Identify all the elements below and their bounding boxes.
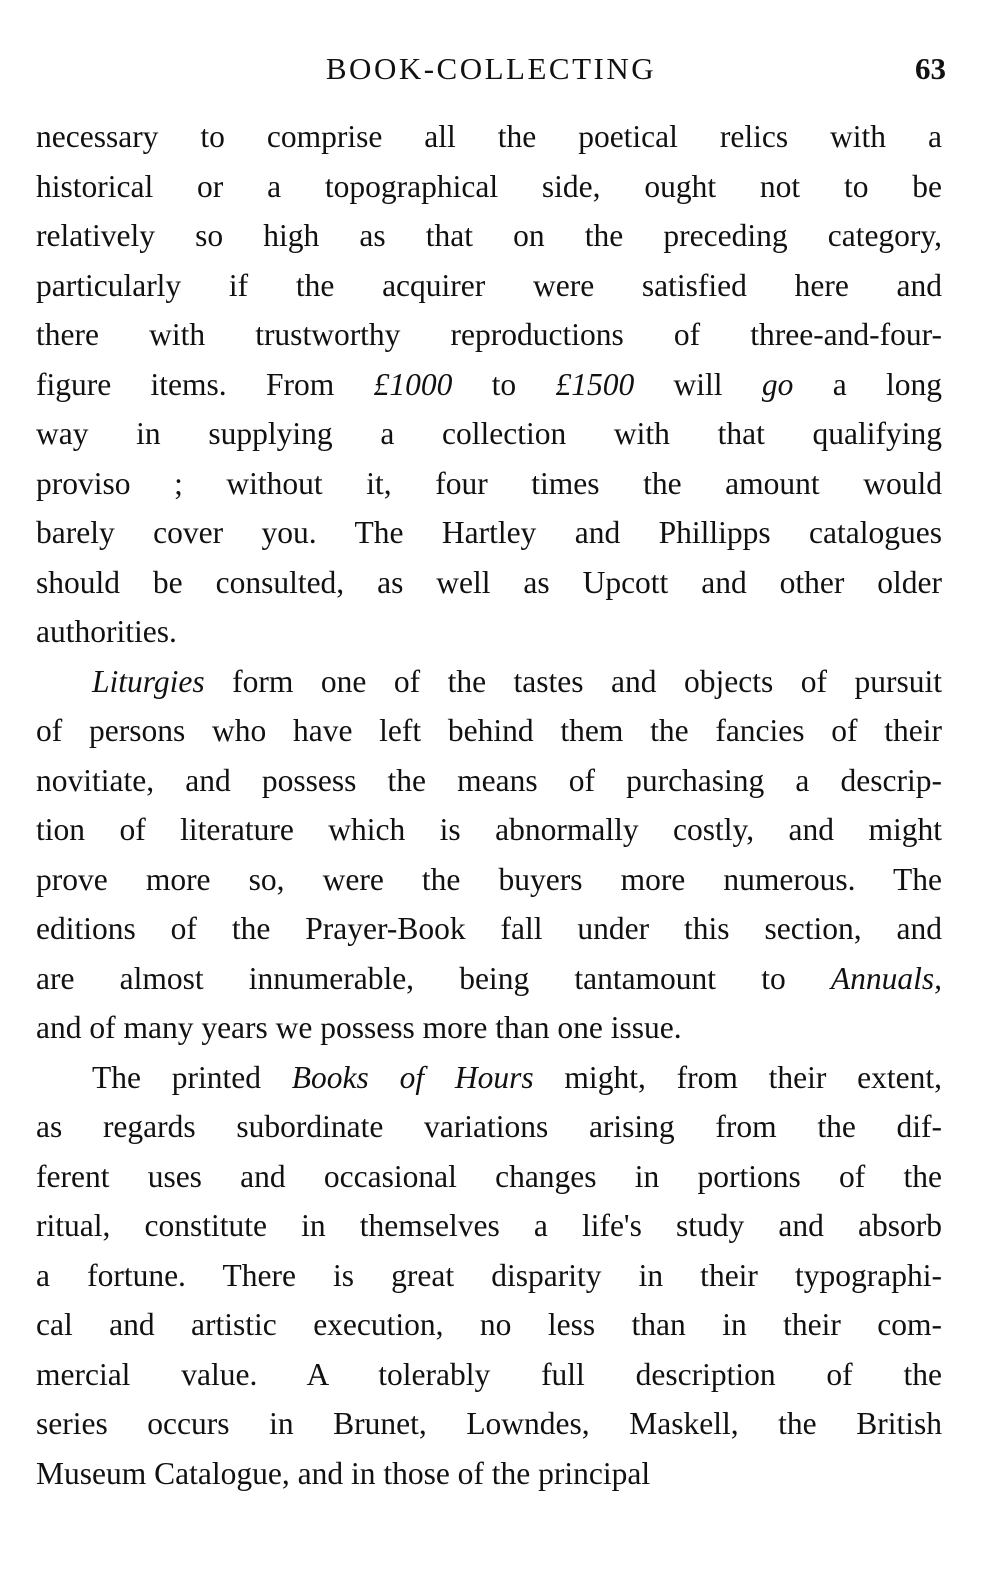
text-segment: way in supplying a collection with that qualifying: [36, 416, 942, 451]
text-segment: to: [452, 366, 556, 402]
text-line: [36, 706, 942, 756]
text-segment: relatively so high as that on the preceding category,: [36, 218, 942, 253]
text-segment: form one of the tastes and objects of pursuit: [204, 663, 942, 699]
italic-text: Liturgies: [92, 663, 205, 699]
text-segment: of persons who have left behind them the fancies of their: [36, 713, 942, 748]
text-line: [36, 409, 942, 459]
text-segment: The printed: [92, 1059, 292, 1095]
text-segment: Museum Catalogue, and in those of the principal: [36, 1455, 651, 1491]
text-line: [36, 657, 942, 707]
text-segment: mercial value. A tolerably full description of the: [36, 1356, 942, 1392]
text-line: [36, 1152, 942, 1202]
italic-text: Annuals,: [830, 960, 942, 996]
text-segment: tion of literature which is abnormally costly, and might: [36, 812, 942, 847]
text-segment: historical or a topographical side, ought not to be: [36, 168, 942, 204]
text-segment: a fortune. There is great disparity in their typographi-: [36, 1257, 942, 1293]
text-line: [36, 112, 942, 162]
text-segment: there with trustworthy reproductions of three-and-four-: [36, 317, 942, 352]
text-line: [36, 1102, 942, 1152]
text-line: [36, 805, 942, 855]
text-line: [36, 1053, 942, 1103]
text-segment: should be consulted, as well as Upcott and other older: [36, 564, 942, 600]
text-line: [36, 162, 942, 212]
text-line: [36, 1449, 942, 1499]
paragraph: [36, 1053, 942, 1499]
text-line: [36, 607, 942, 657]
text-segment: ritual, constitute in themselves a life's study and absorb: [36, 1208, 942, 1243]
text-segment: prove more so, were the buyers more numerous. The: [36, 861, 942, 897]
text-segment: novitiate, and possess the means of purchasing a descrip-: [36, 762, 942, 798]
text-line: [36, 310, 942, 360]
page-number: 63: [915, 51, 946, 86]
text-segment: as regards subordinate variations arising from the dif-: [36, 1109, 942, 1144]
text-segment: authorities.: [36, 614, 177, 649]
italic-text: go: [761, 366, 794, 402]
text-line: [36, 1003, 942, 1053]
text-line: [36, 904, 942, 954]
italic-text: £1500: [555, 366, 635, 402]
text-line: [36, 1300, 942, 1350]
text-segment: barely cover you. The Hartley and Phillipps catalogues: [36, 515, 942, 550]
text-segment: a long: [793, 366, 943, 402]
text-segment: cal and artistic execution, no less than in their com-: [36, 1307, 942, 1342]
text-line: [36, 211, 942, 261]
text-segment: series occurs in Brunet, Lowndes, Maskell, the British: [36, 1406, 942, 1441]
text-line: [36, 261, 942, 311]
text-line: [36, 1251, 942, 1301]
text-segment: might, from their extent,: [533, 1059, 942, 1095]
text-segment: editions of the Prayer-Book fall under this section, and: [36, 911, 942, 946]
text-segment: will: [634, 366, 762, 402]
running-title: BOOK-COLLECTING: [325, 51, 657, 86]
text-line: [36, 954, 942, 1004]
text-segment: figure items. From: [36, 366, 374, 402]
italic-text: £1000: [373, 366, 453, 402]
italic-text: Books of Hours: [291, 1059, 534, 1095]
running-head: [36, 44, 946, 94]
text-segment: necessary to comprise all the poetical relics with a: [36, 119, 942, 154]
text-line: [36, 1350, 942, 1400]
text-segment: and of many years we possess more than one issue.: [36, 1010, 682, 1045]
text-segment: particularly if the acquirer were satisfied here and: [36, 267, 942, 303]
text-segment: are almost innumerable, being tantamount to: [36, 960, 831, 996]
body-text: [36, 112, 942, 1498]
text-line: [36, 1201, 942, 1251]
paragraph: [36, 112, 942, 657]
text-line: [36, 1399, 942, 1449]
text-line: [36, 360, 942, 410]
text-line: [36, 855, 942, 905]
text-line: [36, 558, 942, 608]
text-line: [36, 459, 942, 509]
paragraph: [36, 657, 942, 1053]
text-line: [36, 508, 942, 558]
text-line: [36, 756, 942, 806]
text-segment: proviso ; without it, four times the amount would: [36, 465, 942, 501]
text-segment: ferent uses and occasional changes in portions of the: [36, 1158, 942, 1194]
